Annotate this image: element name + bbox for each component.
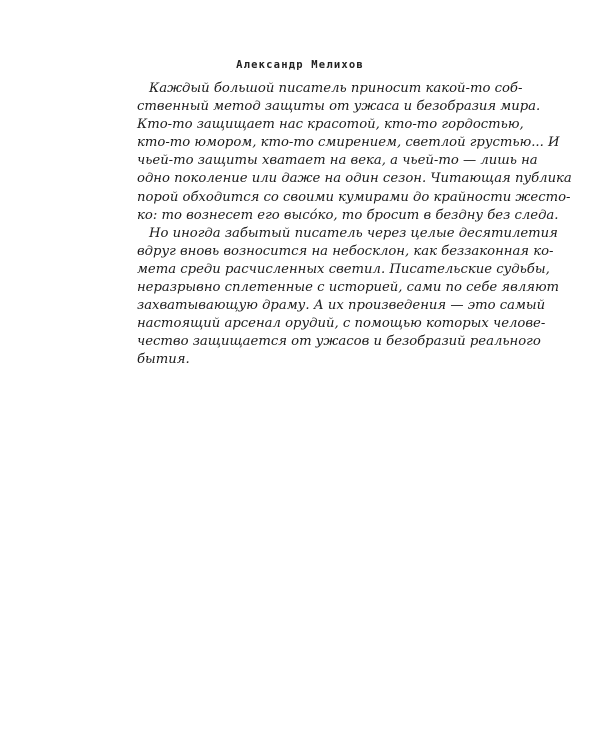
text-line: Каждый большой писатель приносит какой-то соб- [149,81,523,96]
text-line: неразрывно сплетенные с историей, сами по себе являют [137,280,560,296]
text-line: Но иногда забытый писатель через целые десятилетия [149,225,558,241]
text-line: ко: то вознесет его высо́ко, то бросит в бездну без следа. [137,207,559,223]
page-body [137,80,572,370]
paragraph-2 [137,225,560,370]
text-line: захватывающую драму. А их произведения — это самый [137,298,546,314]
text-line: порой обходится со своими кумирами до крайности жесто- [137,189,571,205]
paragraph-1 [137,80,572,225]
running-header-author: Александр Мелихов [236,59,364,71]
text-line: чьей-то защиты хватает на века, а чьей-то — лишь на [137,153,538,169]
text-line: чество защищается от ужасов и безобразий реального [137,334,541,350]
text-line: настоящий арсенал орудий, с помощью которых челове- [137,316,546,332]
text-line: бытия. [137,352,190,368]
text-line: вдруг вновь возносится на небосклон, как беззаконная ко- [137,243,554,259]
text-line: мета среди расчисленных светил. Писательские судьбы, [137,261,550,277]
text-line: одно поколение или даже на один сезон. Читающая публика [137,171,572,187]
text-line: ственный метод защиты от ужаса и безобразия мира. [137,99,541,115]
text-line: Кто-то защищает нас красотой, кто-то гордостью, [137,117,524,133]
text-line: кто-то юмором, кто-то смирением, светлой грустью... И [137,135,560,151]
